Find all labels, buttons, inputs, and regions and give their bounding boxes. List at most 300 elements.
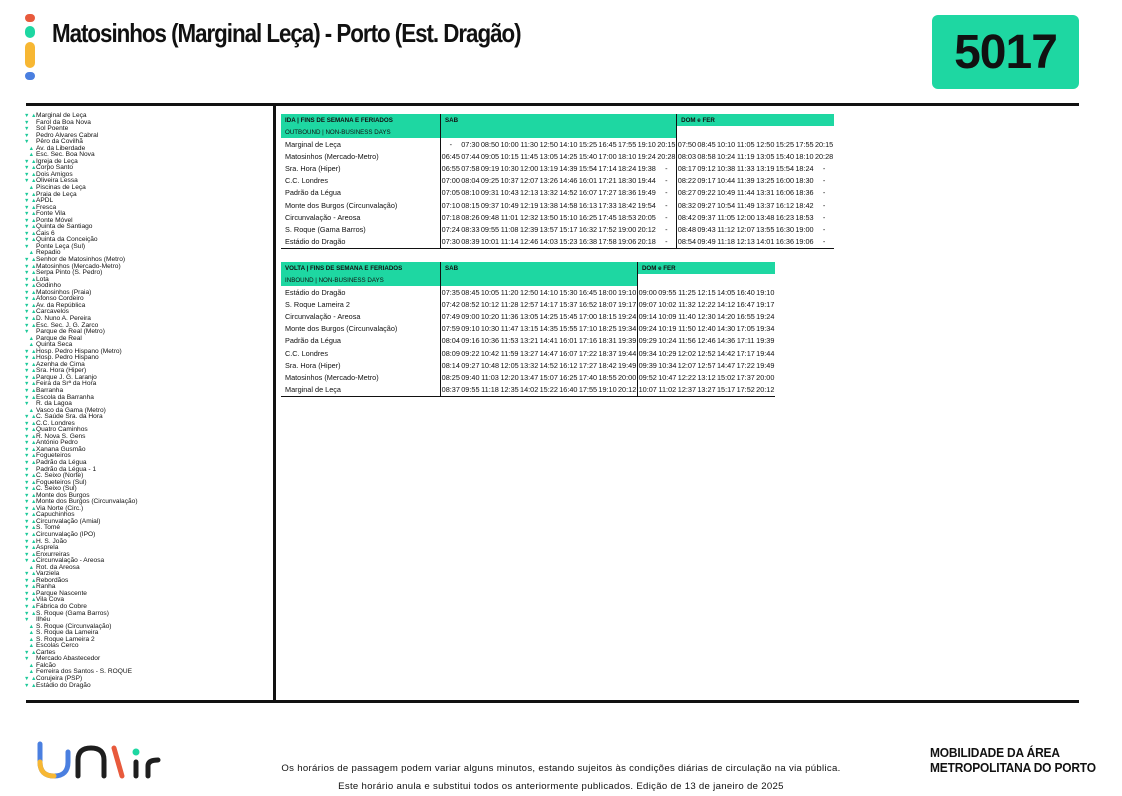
- time-cell: -: [665, 212, 668, 222]
- direction-arrows-icon: ▼ ▲: [24, 283, 37, 290]
- time-cell: 16:06: [775, 188, 795, 198]
- timetable-row: [281, 298, 775, 310]
- direction-arrows-icon: ▼ ▲: [24, 604, 37, 611]
- stop-name: Fogueteiros (Sul): [36, 478, 87, 486]
- time-cell: 15:45: [559, 311, 578, 321]
- direction-arrows-icon: ▼ ▲: [24, 237, 37, 244]
- time-cell: 19:17: [618, 299, 637, 309]
- time-cell: 09:48: [480, 212, 500, 222]
- timetable-title: VOLTA | FINS DE SEMANA E FERIADOS: [281, 262, 441, 274]
- time-cell: 17:37: [736, 372, 755, 382]
- time-cell: 11:08: [500, 224, 519, 234]
- group1-header-fill: [441, 126, 677, 138]
- time-cell: 19:24: [756, 311, 775, 321]
- time-cell: 14:10: [539, 287, 558, 297]
- time-cell: 11:40: [678, 311, 696, 321]
- time-cell: -: [822, 163, 826, 173]
- direction-arrows-icon: ▼ ▲: [24, 610, 37, 617]
- time-cell: 11:03: [481, 372, 499, 382]
- time-cell: 20:18: [637, 236, 657, 249]
- direction-arrows-icon: ▼ ▲: [24, 217, 37, 224]
- time-cell: 09:31: [480, 188, 500, 198]
- direction-arrows-icon: ▼ ▲: [24, 355, 37, 362]
- stop-name: Padrão da Légua - 1: [36, 465, 97, 473]
- time-cell: 13:05: [539, 151, 558, 161]
- time-cell: 15:54: [775, 163, 795, 173]
- time-cell: 17:14: [598, 163, 617, 173]
- stop-name: Escolas Cerco: [36, 642, 79, 650]
- time-cell: 19:10: [618, 287, 637, 297]
- time-cell: 07:50: [677, 139, 697, 149]
- time-cell: 12:07: [677, 360, 697, 370]
- stop-name: Igreja de Leça: [36, 157, 78, 165]
- time-cell: 07:18: [441, 212, 460, 222]
- time-cell: 14:41: [539, 336, 558, 346]
- time-cell: 09:22: [697, 188, 716, 198]
- time-cell: 10:15: [500, 151, 519, 161]
- stop-name: Xanana Gusmão: [36, 445, 86, 453]
- stop-name: Via Norte (Circ.): [36, 504, 84, 512]
- time-cell: 18:25: [598, 324, 617, 334]
- time-cell: 18:30: [795, 176, 814, 186]
- direction-arrows-icon: ▼ ▲: [24, 315, 37, 322]
- time-cell: 11:44: [736, 188, 755, 198]
- time-cell: -: [814, 236, 834, 249]
- time-cell: 10:30: [500, 163, 519, 173]
- time-cell: 10:44: [716, 176, 736, 186]
- time-cell: 12:22: [697, 299, 716, 309]
- time-cell: 11:02: [658, 384, 678, 397]
- time-cell: 18:42: [618, 200, 637, 210]
- direction-arrows-icon: ▲: [24, 185, 35, 192]
- time-cell: -: [657, 236, 677, 249]
- timetable-row: [281, 211, 834, 223]
- stop-name: C. Seixo (Norte): [36, 472, 84, 480]
- stop-list: [24, 113, 270, 689]
- direction-arrows-icon: ▲: [24, 564, 35, 571]
- timetable-title: IDA | FINS DE SEMANA E FERIADOS: [281, 114, 441, 126]
- time-cell: 10:43: [500, 188, 519, 198]
- time-cell: 11:30: [520, 139, 539, 149]
- direction-arrows-icon: ▼ ▲: [24, 577, 37, 584]
- time-cell: 12:13: [736, 236, 756, 249]
- time-cell: 09:00: [638, 287, 657, 297]
- direction-arrows-icon: ▼ ▲: [24, 584, 37, 591]
- time-cell: 08:09: [441, 348, 460, 358]
- time-cell: 19:10: [756, 287, 775, 297]
- metro-authority-logo: [930, 745, 1096, 775]
- time-cell: 08:37: [441, 384, 461, 397]
- time-cell: 17:52: [736, 384, 756, 397]
- time-cell: 12:00: [736, 212, 755, 222]
- time-cell: 08:22: [677, 176, 697, 186]
- time-cell: 08:14: [441, 360, 460, 370]
- group2-label: DOM e FER: [677, 114, 834, 126]
- time-cell: 16:47: [736, 299, 755, 309]
- direction-arrows-icon: ▼ ▲: [24, 505, 37, 512]
- time-cell: 09:27: [697, 200, 716, 210]
- time-cell: 18:37: [598, 348, 617, 358]
- time-cell: 08:32: [677, 200, 697, 210]
- stop-name: Mercado Abastecedor: [36, 655, 101, 663]
- time-cell: 16:32: [578, 224, 598, 234]
- time-cell: 08:10: [461, 188, 480, 198]
- time-cell: 12:20: [500, 372, 519, 382]
- time-cell: 10:54: [716, 200, 736, 210]
- time-cell: 08:39: [461, 236, 481, 249]
- time-cell: 15:22: [539, 384, 559, 397]
- time-cell: 17:22: [578, 348, 598, 358]
- direction-arrows-icon: ▼ ▲: [24, 440, 37, 447]
- time-cell: 11:45: [520, 151, 539, 161]
- time-cell: 10:12: [480, 299, 500, 309]
- time-cell: 09:24: [638, 324, 657, 334]
- inbound-timetable: [281, 262, 775, 397]
- direction-arrows-icon: ▲: [24, 335, 35, 342]
- time-cell: 16:55: [736, 311, 755, 321]
- time-cell: -: [822, 200, 826, 210]
- time-cell: 10:38: [716, 163, 736, 173]
- time-cell: -: [441, 138, 461, 150]
- direction-arrows-icon: ▼ ▲: [24, 171, 37, 178]
- direction-arrows-icon: ▼ ▲: [24, 446, 37, 453]
- timetable-row: [281, 162, 834, 174]
- group2-header-blank: [637, 274, 775, 286]
- direction-arrows-icon: ▼ ▲: [24, 486, 37, 493]
- direction-arrows-icon: ▼ ▲: [24, 590, 37, 597]
- direction-arrows-icon: ▼ ▲: [24, 551, 37, 558]
- timetable-row: [281, 150, 834, 162]
- time-cell: 10:36: [480, 336, 500, 346]
- direction-arrows-icon: ▼ ▲: [24, 479, 37, 486]
- time-cell: 13:25: [756, 176, 775, 186]
- stop-name: Lota: [36, 275, 49, 283]
- stop-name: C. Seixo (Sul): [36, 485, 77, 493]
- time-cell: 16:07: [578, 188, 598, 198]
- time-cell: 18:55: [598, 372, 617, 382]
- time-cell: 17:27: [578, 360, 598, 370]
- time-cell: -: [665, 224, 668, 234]
- time-cell: 19:10: [598, 384, 618, 397]
- time-cell: 12:46: [697, 336, 716, 346]
- time-cell: 14:17: [539, 299, 558, 309]
- time-cell: 18:36: [795, 188, 814, 198]
- direction-arrows-icon: ▼ ▲: [24, 178, 37, 185]
- direction-arrows-icon: ▼: [24, 401, 30, 408]
- page-title: Matosinhos (Marginal Leça) - Porto (Est. Dragão): [52, 18, 521, 48]
- time-cell: 17:00: [578, 311, 598, 321]
- stop-name: Quatro Caminhos: [36, 426, 88, 434]
- timetable-row: [281, 187, 834, 199]
- timetable-row: [281, 236, 834, 249]
- direction-arrows-icon: ▲: [24, 662, 35, 669]
- direction-arrows-icon: ▲: [24, 250, 35, 257]
- time-cell: 12:13: [520, 188, 539, 198]
- timetable-stop: S. Roque (Gama Barros): [285, 224, 366, 234]
- time-cell: 16:01: [578, 176, 598, 186]
- time-cell: 09:39: [638, 360, 657, 370]
- direction-arrows-icon: ▼: [24, 139, 30, 146]
- time-cell: 12:37: [677, 384, 697, 397]
- time-cell: 12:46: [519, 236, 539, 249]
- time-cell: 09:05: [480, 151, 500, 161]
- time-cell: 11:56: [678, 336, 696, 346]
- direction-arrows-icon: ▼ ▲: [24, 309, 37, 316]
- time-cell: 06:55: [441, 163, 460, 173]
- time-cell: -: [822, 224, 826, 234]
- direction-arrows-icon: ▼ ▲: [24, 276, 37, 283]
- time-cell: 12:57: [520, 299, 539, 309]
- time-cell: 07:30: [461, 139, 480, 149]
- group1-header-fill: [441, 274, 638, 286]
- stop-name: Circunvalação - Areosa: [36, 557, 105, 565]
- time-cell: 18:24: [795, 163, 814, 173]
- time-cell: 17:11: [736, 336, 755, 346]
- time-cell: 17:00: [598, 151, 617, 161]
- time-cell: 09:27: [461, 360, 480, 370]
- direction-arrows-icon: ▼ ▲: [24, 368, 37, 375]
- direction-arrows-icon: ▼ ▲: [24, 394, 37, 401]
- timetable-subtitle: INBOUND | NON-BUSINESS DAYS: [281, 274, 441, 286]
- time-cell: 16:25: [559, 372, 578, 382]
- direction-arrows-icon: ▼ ▲: [24, 414, 37, 421]
- time-cell: 07:58: [461, 163, 480, 173]
- time-cell: 14:36: [716, 336, 736, 346]
- timetable-stop: Monte dos Burgos (Circunvalação): [285, 200, 398, 210]
- timetable-stop: Sra. Hora (Hiper): [285, 163, 341, 173]
- direction-arrows-icon: ▲: [24, 643, 35, 650]
- stop-name: António Pedro: [36, 439, 78, 447]
- direction-arrows-icon: ▼ ▲: [24, 597, 37, 604]
- direction-arrows-icon: ▼: [24, 132, 30, 139]
- stop-name: Estádio do Dragão: [36, 681, 91, 689]
- time-cell: 18:53: [618, 212, 637, 222]
- direction-arrows-icon: ▼ ▲: [24, 453, 37, 460]
- time-cell: 08:03: [677, 151, 697, 161]
- stop-name: Esc. Sec. Boa Nova: [36, 151, 95, 159]
- time-cell: 19:34: [756, 324, 775, 334]
- time-cell: 17:21: [598, 176, 617, 186]
- time-cell: 20:12: [637, 224, 656, 234]
- timetable-row: [281, 175, 834, 187]
- direction-arrows-icon: ▼ ▲: [24, 270, 37, 277]
- time-cell: 12:30: [697, 311, 716, 321]
- time-cell: 15:30: [559, 287, 578, 297]
- time-cell: 18:30: [618, 176, 637, 186]
- time-cell: 10:30: [480, 324, 500, 334]
- timetable-stop: Padrão da Légua: [285, 188, 341, 198]
- time-cell: 19:49: [618, 360, 637, 370]
- time-cell: 17:05: [736, 324, 755, 334]
- time-cell: 17:58: [598, 236, 618, 249]
- direction-arrows-icon: ▼ ▲: [24, 538, 37, 545]
- unir-logo: [36, 738, 166, 780]
- time-cell: 08:25: [441, 372, 460, 382]
- time-cell: 09:55: [658, 287, 677, 297]
- time-cell: 10:37: [500, 176, 519, 186]
- stop-name: Praia de Leça: [36, 190, 77, 198]
- time-cell: 13:19: [539, 163, 558, 173]
- direction-arrows-icon: ▼ ▲: [24, 374, 37, 381]
- stop-name: S. Roque (Circunvalação): [36, 622, 112, 630]
- direction-arrows-icon: ▼ ▲: [24, 433, 37, 440]
- time-cell: 13:50: [539, 212, 558, 222]
- time-cell: 19:39: [756, 336, 775, 346]
- time-cell: 07:05: [441, 188, 460, 198]
- stop-name: Quinta Seca: [36, 341, 73, 349]
- time-cell: 08:04: [461, 176, 480, 186]
- timetable-row: [281, 347, 775, 359]
- time-cell: 18:42: [795, 200, 814, 210]
- stop-name: Parque J. G. Laranjo: [36, 373, 97, 381]
- time-cell: 11:53: [500, 336, 519, 346]
- time-cell: 14:52: [559, 188, 578, 198]
- time-cell: 16:36: [775, 236, 795, 249]
- time-cell: 08:42: [677, 212, 697, 222]
- time-cell: 16:52: [578, 299, 598, 309]
- time-cell: 19:17: [756, 299, 775, 309]
- timetable-subtitle: OUTBOUND | NON-BUSINESS DAYS: [281, 126, 441, 138]
- time-cell: 16:30: [775, 224, 795, 234]
- time-cell: 09:14: [638, 311, 657, 321]
- stop-name: Oliveira Lessa: [36, 177, 78, 185]
- time-cell: 08:52: [461, 299, 480, 309]
- direction-arrows-icon: ▼: [24, 329, 30, 336]
- stop-name: Vasco da Gama (Metro): [36, 406, 106, 414]
- outbound-timetable: [281, 114, 834, 249]
- direction-arrows-icon: ▼ ▲: [24, 518, 37, 525]
- stop-name: H. S. João: [36, 537, 67, 545]
- stop-name: S. Roque Lameira 2: [36, 635, 95, 643]
- direction-arrows-icon: ▼ ▲: [24, 211, 37, 218]
- time-cell: 08:58: [697, 151, 716, 161]
- time-cell: 10:02: [658, 299, 677, 309]
- time-cell: 10:19: [658, 324, 677, 334]
- time-cell: 09:40: [461, 372, 480, 382]
- time-cell: 12:39: [520, 224, 539, 234]
- time-cell: 20:28: [814, 151, 834, 161]
- time-cell: 12:07: [520, 176, 539, 186]
- time-cell: 10:49: [716, 188, 736, 198]
- stop-name: Parque de Real (Metro): [36, 328, 105, 336]
- time-cell: 15:07: [539, 372, 558, 382]
- stop-name: Ferreira dos Santos - S. ROQUE: [36, 668, 133, 676]
- timetable-stop: Sra. Hora (Hiper): [285, 360, 341, 370]
- direction-arrows-icon: ▼ ▲: [24, 492, 37, 499]
- time-cell: 09:10: [461, 324, 480, 334]
- time-cell: 08:33: [461, 224, 480, 234]
- stop-name: Feira da Srª da Hora: [36, 380, 97, 388]
- stop-name: R. da Lagoa: [36, 400, 72, 408]
- time-cell: 11:59: [500, 348, 519, 358]
- time-cell: 18:00: [598, 287, 617, 297]
- direction-arrows-icon: ▼ ▲: [24, 158, 37, 165]
- time-cell: 15:02: [716, 372, 736, 382]
- timetable-row: [281, 286, 775, 298]
- time-cell: 19:06: [617, 236, 637, 249]
- stop-name: Azenha de Cima: [36, 360, 85, 368]
- time-cell: 11:05: [717, 212, 735, 222]
- time-cell: 12:19: [520, 200, 539, 210]
- time-cell: 10:01: [480, 236, 500, 249]
- time-cell: 09:25: [480, 176, 500, 186]
- time-cell: 18:24: [618, 163, 637, 173]
- time-cell: 10:48: [480, 360, 500, 370]
- time-cell: 13:57: [539, 224, 558, 234]
- direction-arrows-icon: ▲: [24, 630, 35, 637]
- stop-name: Quinta de Santiago: [36, 223, 93, 231]
- time-cell: 17:17: [736, 348, 755, 358]
- time-cell: 11:50: [678, 324, 696, 334]
- time-cell: 16:45: [578, 287, 598, 297]
- time-cell: 12:52: [697, 348, 716, 358]
- stop-name: S. Roque (Gama Barros): [36, 609, 109, 617]
- direction-arrows-icon: ▼ ▲: [24, 165, 37, 172]
- time-cell: 14:01: [756, 236, 776, 249]
- time-cell: 17:33: [598, 200, 617, 210]
- time-cell: 10:29: [658, 348, 677, 358]
- stop-name: Falcão: [36, 661, 56, 669]
- dot-yellow: [25, 42, 35, 68]
- time-cell: 16:01: [559, 336, 578, 346]
- group2-label: DOM e FER: [637, 262, 775, 274]
- direction-arrows-icon: ▼ ▲: [24, 361, 37, 368]
- direction-arrows-icon: ▼ ▲: [24, 512, 37, 519]
- time-cell: 17:55: [578, 384, 598, 397]
- stop-name: Av. da Liberdade: [36, 144, 86, 152]
- time-cell: 14:47: [716, 360, 736, 370]
- stop-name: Ilhéu: [36, 616, 51, 624]
- timetable-stop: Circunvalação - Areosa: [285, 212, 361, 222]
- time-cell: 14:20: [716, 311, 736, 321]
- time-cell: 18:07: [598, 299, 617, 309]
- direction-arrows-icon: ▲: [24, 636, 35, 643]
- time-cell: 13:05: [520, 311, 539, 321]
- time-cell: 11:36: [500, 311, 519, 321]
- direction-arrows-icon: ▼: [24, 119, 30, 126]
- group1-label: SAB: [441, 114, 677, 126]
- stop-name: Hosp. Pedro Hispano (Metro): [36, 347, 122, 355]
- stop-name: S. Roque da Lameira: [36, 629, 99, 637]
- direction-arrows-icon: ▼ ▲: [24, 381, 37, 388]
- stop-name: R. Nova S. Gens: [36, 432, 86, 440]
- stop-name: Fonte Vila: [36, 210, 66, 218]
- time-cell: 16:40: [559, 384, 579, 397]
- time-cell: 13:37: [756, 200, 775, 210]
- stop-name: Enxurreiras: [36, 550, 70, 558]
- timetable-row: [281, 359, 775, 371]
- time-cell: 19:38: [637, 163, 656, 173]
- time-cell: 16:07: [559, 348, 578, 358]
- direction-arrows-icon: ▼: [24, 656, 30, 663]
- time-cell: 13:47: [520, 372, 539, 382]
- time-cell: 16:00: [775, 176, 795, 186]
- time-cell: 15:17: [716, 384, 736, 397]
- direction-arrows-icon: ▼ ▲: [24, 532, 37, 538]
- time-cell: 15:25: [775, 139, 795, 149]
- time-cell: 20:28: [657, 151, 676, 161]
- time-cell: 07:10: [441, 200, 460, 210]
- time-cell: 10:07: [637, 384, 657, 397]
- time-cell: 18:42: [598, 360, 617, 370]
- time-cell: 13:27: [697, 384, 717, 397]
- timetable-stop: Marginal de Leça: [285, 139, 341, 149]
- time-cell: 20:15: [657, 139, 676, 149]
- time-cell: 08:50: [480, 139, 500, 149]
- time-cell: 17:55: [795, 139, 814, 149]
- time-cell: 19:10: [637, 139, 656, 149]
- time-cell: 17:55: [618, 139, 637, 149]
